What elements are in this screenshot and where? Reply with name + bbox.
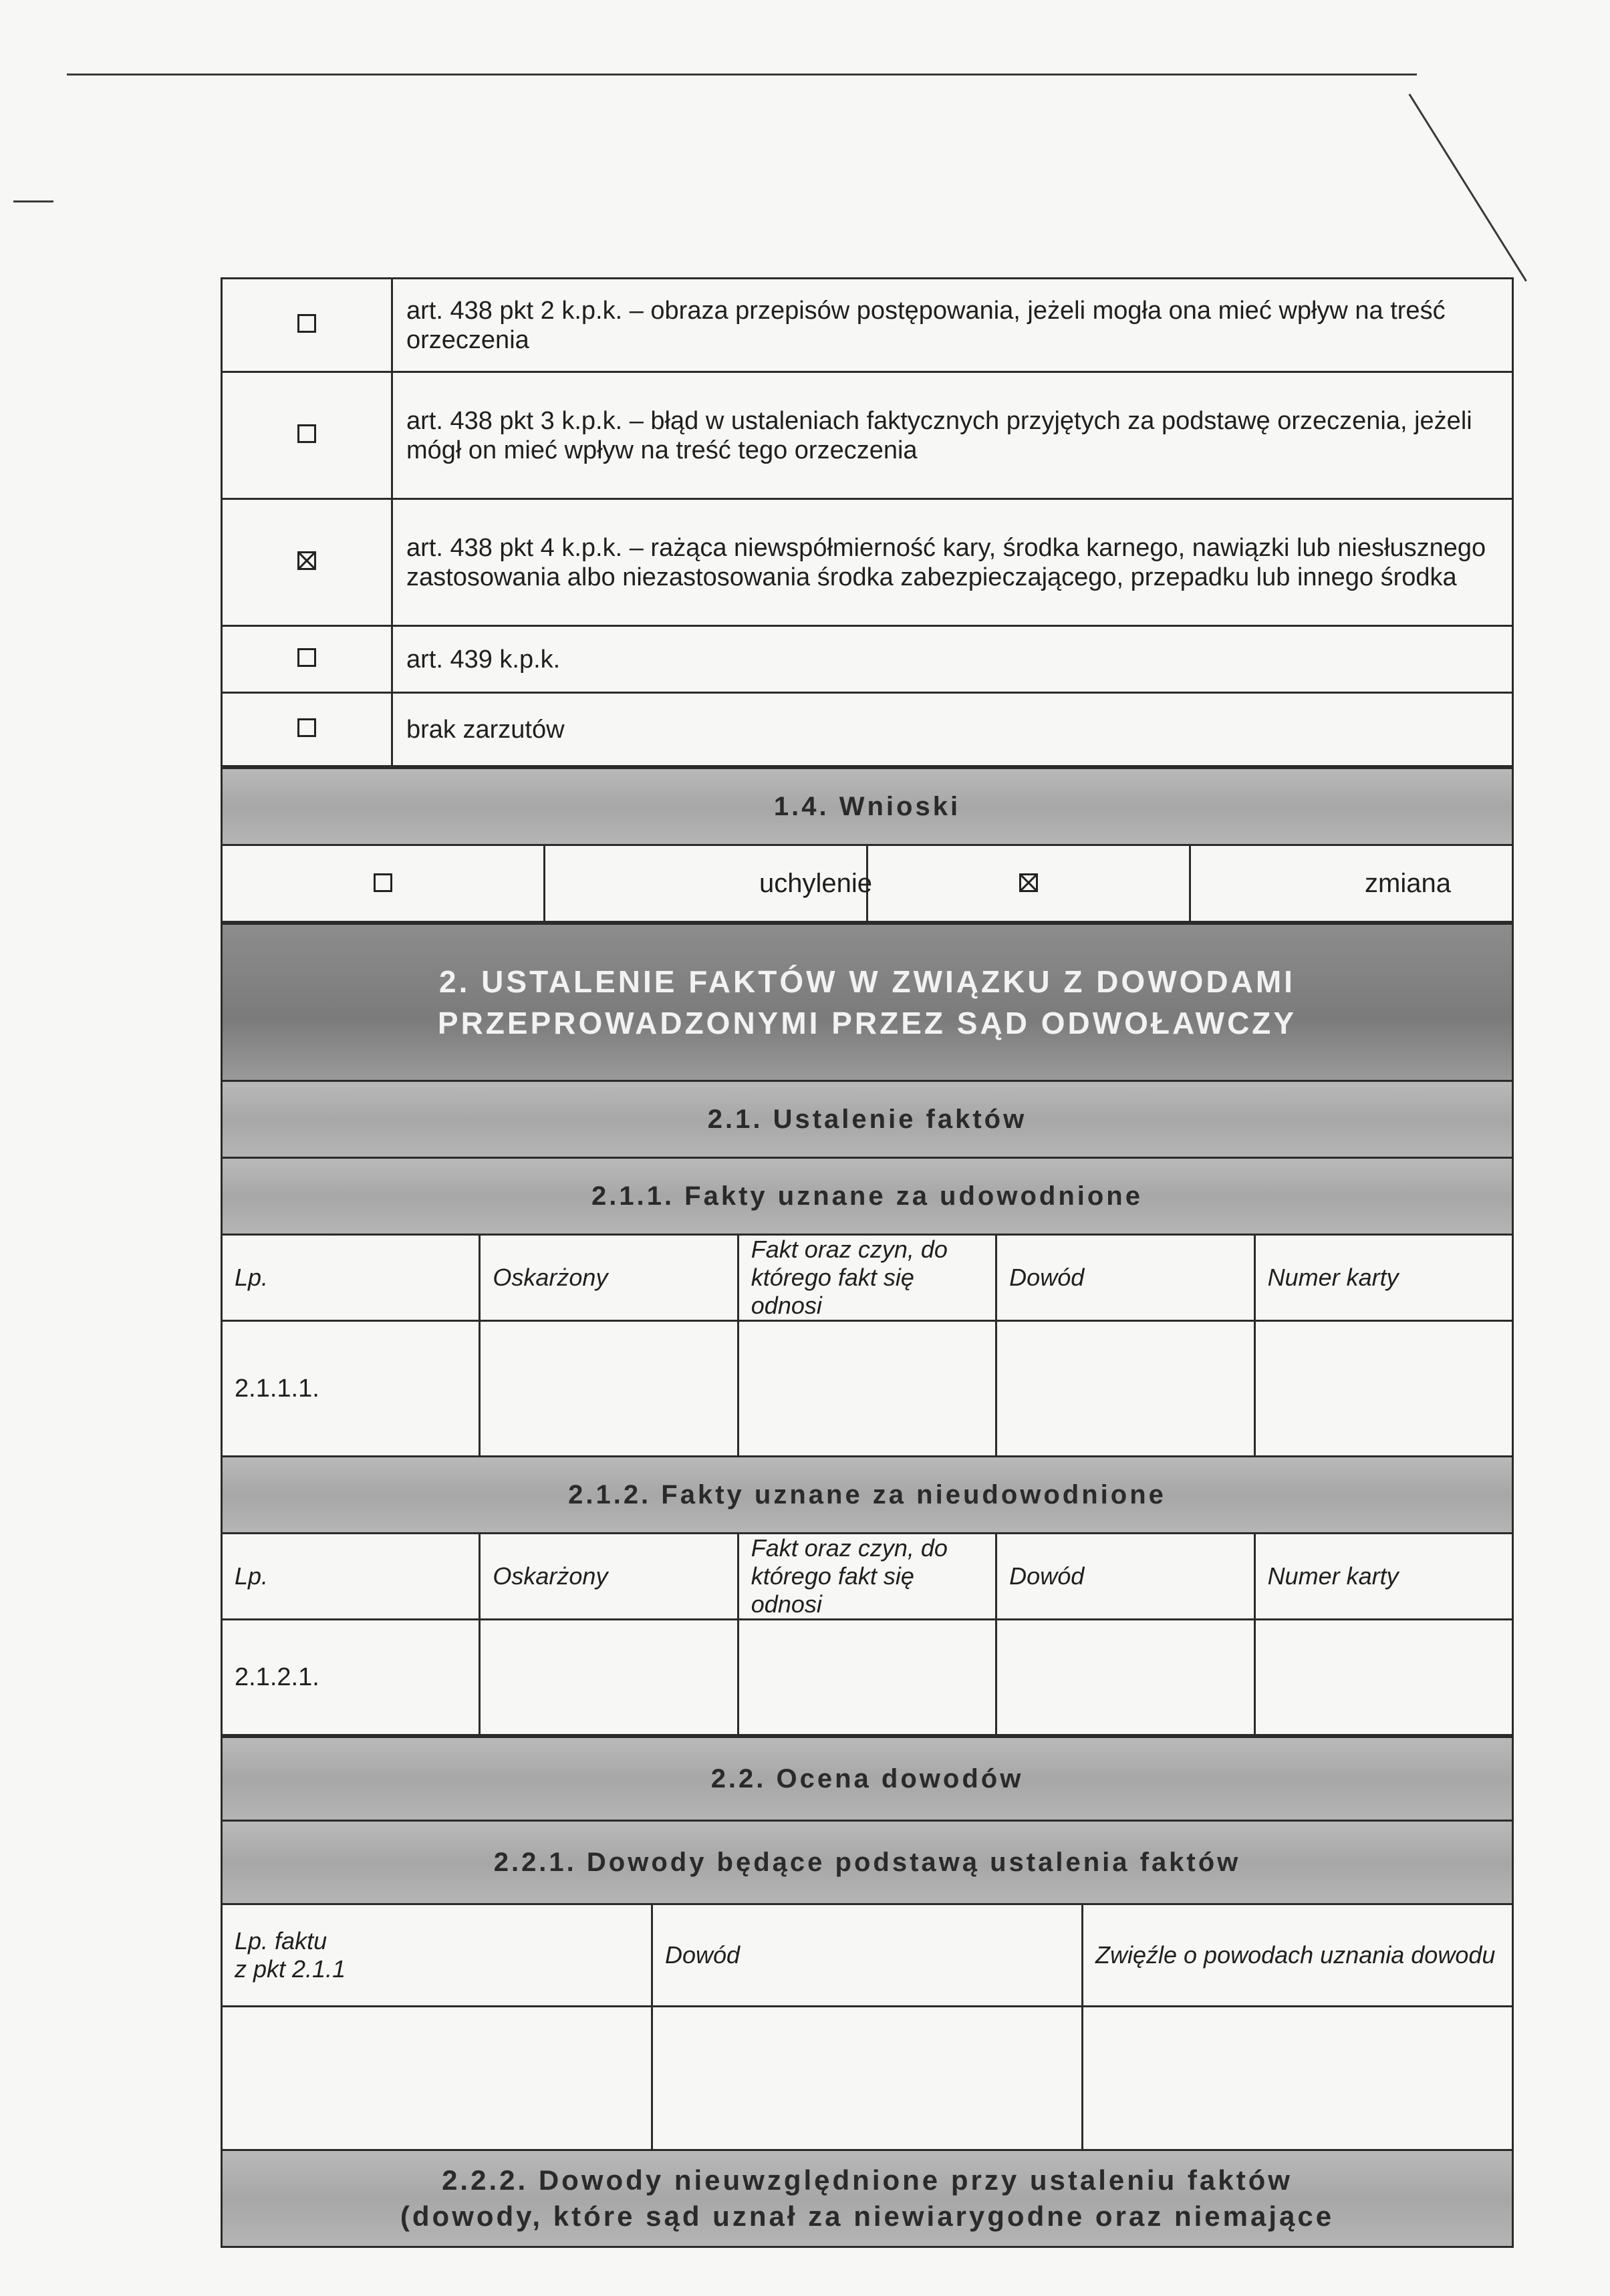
row-lp: 2.1.1.1. xyxy=(222,1321,480,1457)
section-2-title xyxy=(222,924,1513,1081)
reason-row xyxy=(222,626,1513,693)
header-lp-faktu-line2: z pkt 2.1.1 xyxy=(235,1955,346,1983)
scan-top-rule xyxy=(67,74,1417,76)
table-header-row xyxy=(222,1534,1513,1620)
table-row xyxy=(222,2007,1513,2150)
reason-row xyxy=(222,499,1513,626)
section-2-1-1-title: 2.1.1. Fakty uznane za udowodnione xyxy=(222,1158,1513,1235)
header-lp: Lp. xyxy=(222,1235,480,1321)
header-fakt: Fakt oraz czyn, do którego fakt się odnosi xyxy=(738,1235,996,1321)
reason-text: brak zarzutów xyxy=(392,693,1513,766)
header-numer-karty: Numer karty xyxy=(1254,1235,1512,1321)
row-lp: 2.1.2.1. xyxy=(222,1620,480,1735)
section-2-table xyxy=(221,923,1514,1736)
section-2-1-2-title: 2.1.2. Fakty uznane za nieudowodnione xyxy=(222,1457,1513,1534)
reason-checkbox[interactable] xyxy=(297,718,316,737)
header-lp: Lp. xyxy=(222,1534,480,1620)
reason-row xyxy=(222,372,1513,499)
header-fakt: Fakt oraz czyn, do którego fakt się odnosi xyxy=(738,1534,996,1620)
reasons-table xyxy=(221,277,1514,767)
section-2-2-2-title-line1: 2.2.2. Dowody nieuwzględnione przy ustaleniu faktów xyxy=(442,2164,1293,2196)
section-2-2-title: 2.2. Ocena dowodów xyxy=(222,1737,1513,1821)
table-row xyxy=(222,1321,1513,1457)
header-oskarzony: Oskarżony xyxy=(480,1534,738,1620)
option-uchylenie-label: uchylenie xyxy=(545,845,867,922)
reason-checkbox[interactable] xyxy=(297,314,316,333)
header-dowod: Dowód xyxy=(996,1534,1254,1620)
reason-text: art. 439 k.p.k. xyxy=(392,626,1513,693)
section-2-2-1-title: 2.2.1. Dowody będące podstawą ustalenia faktów xyxy=(222,1821,1513,1904)
header-powody: Zwięźle o powodach uznania dowodu xyxy=(1083,1904,1513,2007)
reason-checkbox[interactable] xyxy=(297,424,316,443)
header-dowod: Dowód xyxy=(652,1904,1083,2007)
header-lp-faktu-line1: Lp. faktu xyxy=(235,1927,327,1955)
option-zmiana-label: zmiana xyxy=(1190,845,1513,922)
header-numer-karty: Numer karty xyxy=(1254,1534,1512,1620)
reason-checkbox[interactable] xyxy=(297,551,316,570)
appeal-form xyxy=(221,277,1514,2248)
section-2-2-2-title xyxy=(222,2150,1513,2247)
reason-checkbox[interactable] xyxy=(297,648,316,667)
section-1-4-title: 1.4. Wnioski xyxy=(222,768,1513,845)
section-2-title-line1: 2. USTALENIE FAKTÓW W ZWIĄZKU Z DOWODAMI xyxy=(439,964,1295,999)
header-oskarzony: Oskarżony xyxy=(480,1235,738,1321)
scan-corner-fold xyxy=(1408,94,1526,281)
uchylenie-checkbox[interactable] xyxy=(374,873,392,892)
section-2-2-2-title-line2: (dowody, które sąd uznał za niewiarygodne oraz niemające xyxy=(400,2200,1335,2232)
table-header-row xyxy=(222,1904,1513,2007)
section-2-1-title: 2.1. Ustalenie faktów xyxy=(222,1081,1513,1158)
reason-text: art. 438 pkt 2 k.p.k. – obraza przepisów postępowania, jeżeli mogła ona mieć wpływ na treść orzeczenia xyxy=(392,279,1513,372)
section-2-2-table xyxy=(221,1736,1514,2248)
table-row xyxy=(222,1620,1513,1735)
header-dowod: Dowód xyxy=(996,1235,1254,1321)
section-2-title-line2: PRZEPROWADZONYMI PRZEZ SĄD ODWOŁAWCZY xyxy=(437,1006,1297,1040)
reason-row xyxy=(222,279,1513,372)
zmiana-checkbox[interactable] xyxy=(1019,873,1038,892)
wnioski-table xyxy=(221,767,1514,923)
reason-text: art. 438 pkt 4 k.p.k. – rażąca niewspółmierność kary, środka karnego, nawiązki lub niesłusznego zastosowania albo niezastosowania środka zabezpieczającego, przepadku lub innego środka xyxy=(392,499,1513,626)
header-lp-faktu xyxy=(222,1904,652,2007)
table-header-row xyxy=(222,1235,1513,1321)
reason-row xyxy=(222,693,1513,766)
reason-text: art. 438 pkt 3 k.p.k. – błąd w ustaleniach faktycznych przyjętych za podstawę orzeczenia, jeżeli mógł on mieć wpływ na treść tego orzeczenia xyxy=(392,372,1513,499)
scan-margin-mark xyxy=(13,200,53,202)
